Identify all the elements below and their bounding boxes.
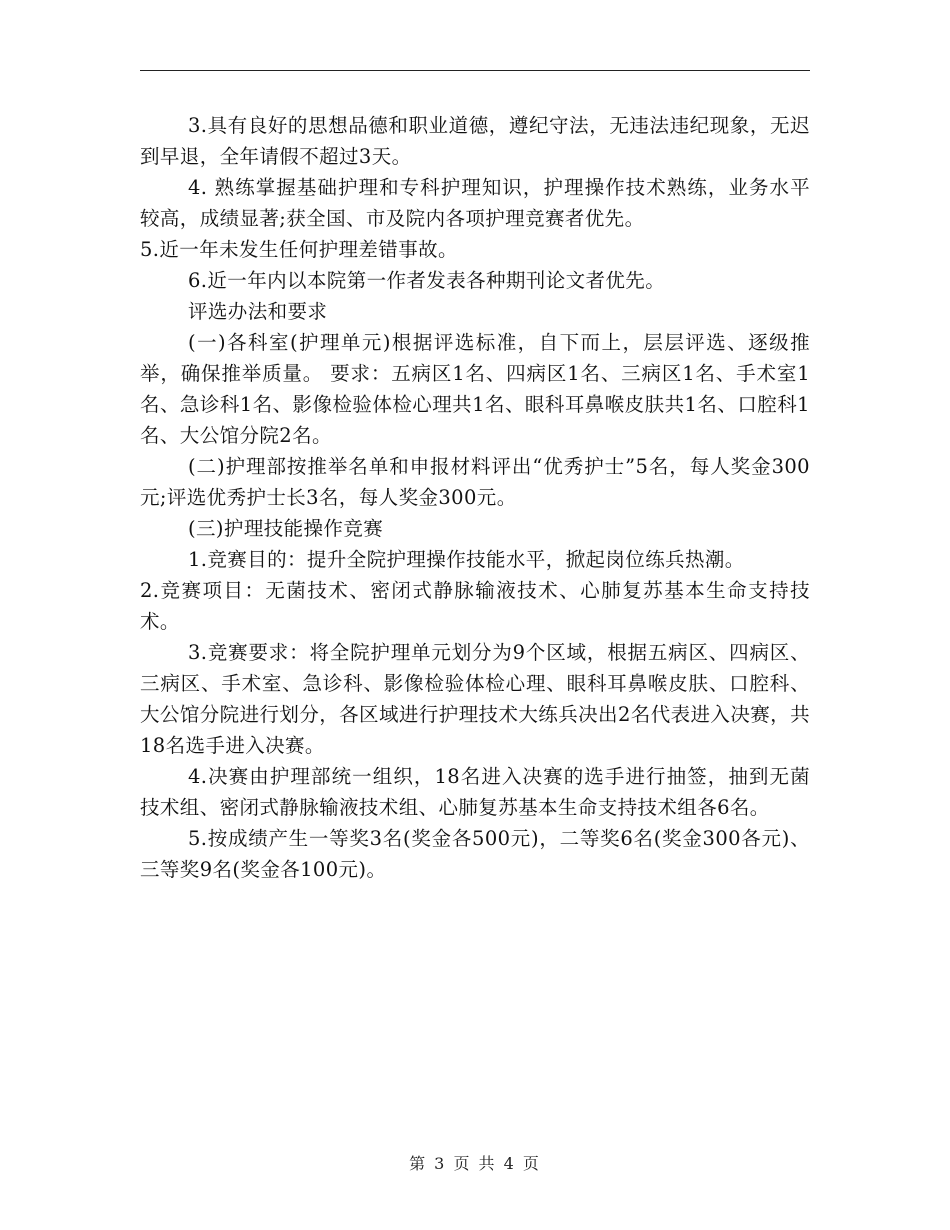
- paragraph-1: 3.具有良好的思想品德和职业道德，遵纪守法，无违法违纪现象，无迟到早退，全年请假不超过3天。: [140, 114, 810, 168]
- paragraph-9: 1.竞赛目的：提升全院护理操作技能水平，掀起岗位练兵热潮。: [188, 548, 745, 571]
- paragraph-7: (二)护理部按推举名单和申报材料评出“优秀护士”5名，每人奖金300元;评选优秀护士长3名，每人奖金300元。: [140, 455, 810, 509]
- paragraph-4: 6.近一年内以本院第一作者发表各种期刊论文者优先。: [188, 269, 666, 292]
- page-number-footer: 第 3 页 共 4 页: [409, 1154, 541, 1173]
- paragraph-12: 4.决赛由护理部统一组织，18名进入决赛的选手进行抽签，抽到无菌技术组、密闭式静脉输液技术组、心肺复苏基本生命支持技术组各6名。: [140, 765, 810, 819]
- paragraph-2: 4. 熟练掌握基础护理和专科护理知识，护理操作技术熟练，业务水平较高，成绩显著;获全国、市及院内各项护理竞赛者优先。: [140, 176, 810, 230]
- paragraph-10: 2.竞赛项目：无菌技术、密闭式静脉输液技术、心肺复苏基本生命支持技术。: [140, 579, 810, 633]
- paragraph-13: 5.按成绩产生一等奖3名(奖金各500元)，二等奖6名(奖金300各元)、三等奖9名(奖金各100元)。: [140, 827, 810, 881]
- paragraph-6: (一)各科室(护理单元)根据评选标准，自下而上，层层评选、逐级推举，确保推举质量。 要求：五病区1名、四病区1名、三病区1名、手术室1名、急诊科1名、影像检验体检心理共1名、眼科耳鼻喉皮肤共1名、口腔科1名、大公馆分院2名。: [140, 331, 810, 447]
- paragraph-3: 5.近一年未发生任何护理差错事故。: [140, 238, 458, 261]
- section-heading-selection-method: 评选办法和要求: [188, 300, 328, 323]
- section-heading-skill-competition: (三)护理技能操作竞赛: [188, 517, 384, 540]
- header-rule: [140, 70, 810, 71]
- paragraph-11: 3.竞赛要求：将全院护理单元划分为9个区域，根据五病区、四病区、三病区、手术室、急诊科、影像检验体检心理、眼科耳鼻喉皮肤、口腔科、大公馆分院进行划分，各区域进行护理技术大练兵决出2名代表进入决赛，共18名选手进入决赛。: [140, 641, 810, 757]
- document-body: [140, 110, 810, 885]
